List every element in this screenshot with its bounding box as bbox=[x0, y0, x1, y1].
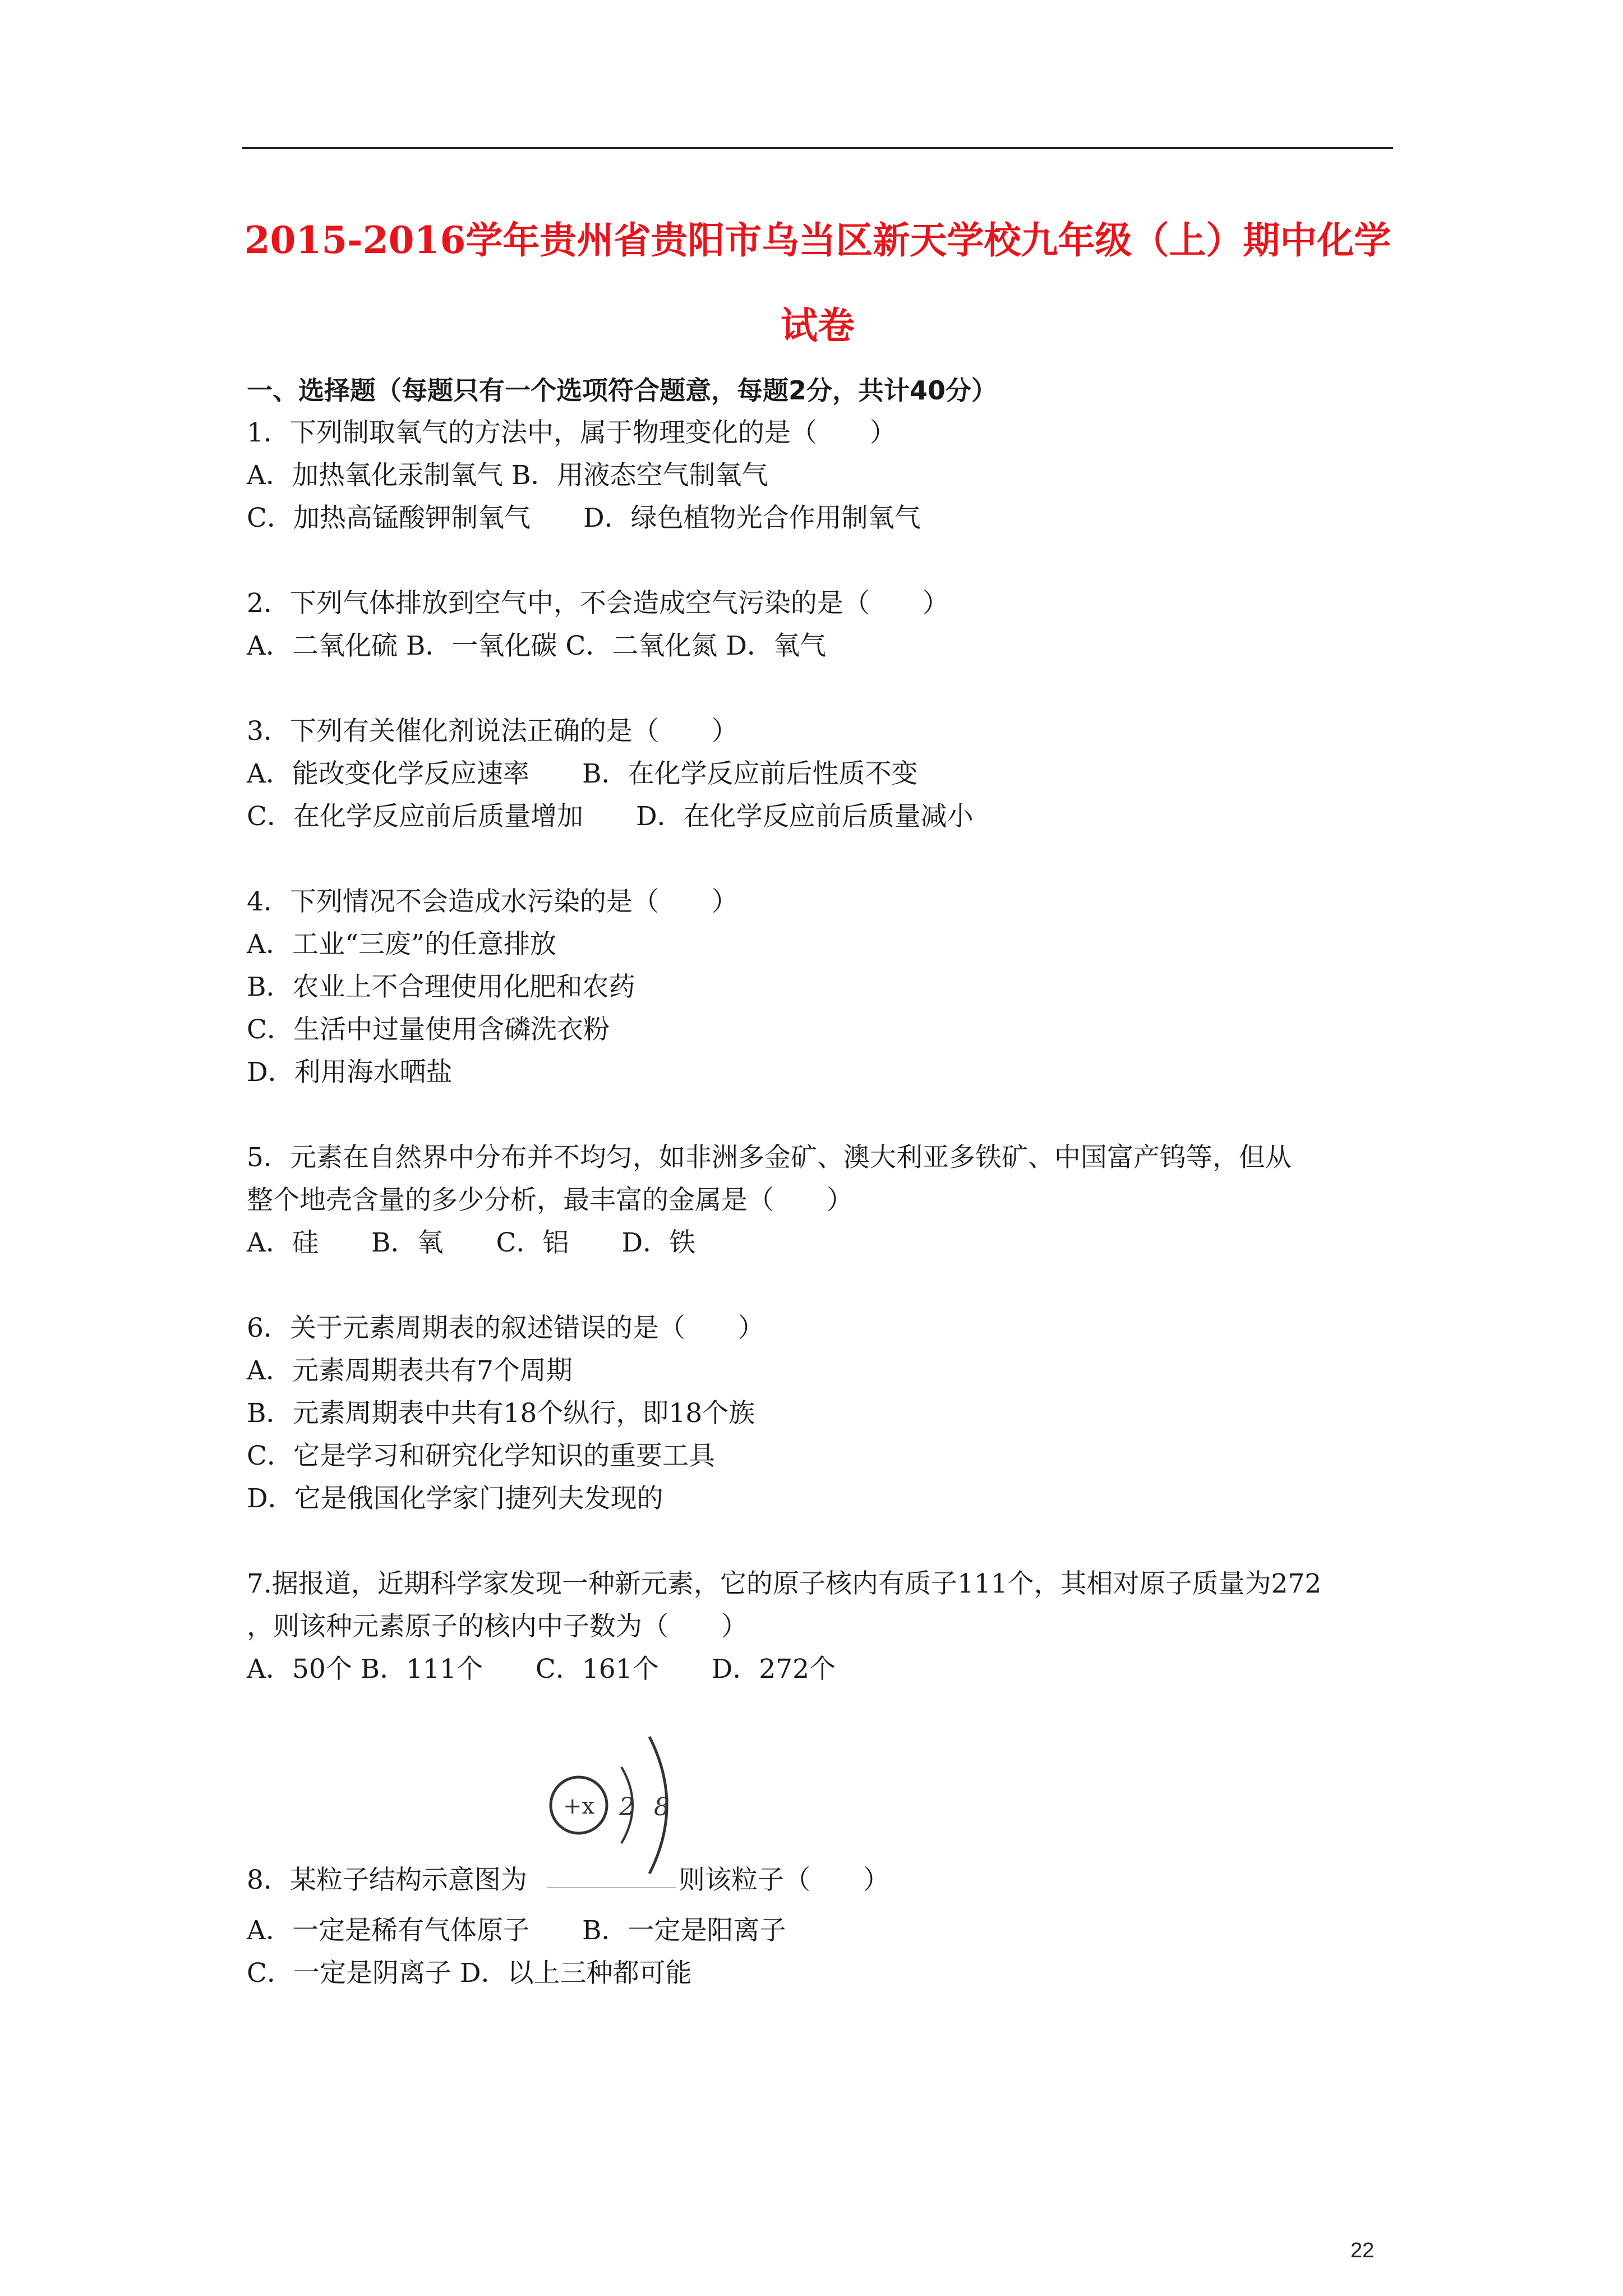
question-6-option-a: A．元素周期表共有7个周期 bbox=[247, 1355, 573, 1386]
nucleus-charge-label: +x bbox=[562, 1793, 595, 1819]
question-4-option-b: B．农业上不合理使用化肥和农药 bbox=[247, 972, 635, 1002]
question-7-stem-line1: 7.据报道，近期科学家发现一种新元素，它的原子核内有质子111个，其相对原子质量为272 bbox=[247, 1568, 1322, 1599]
shell-1-electron-count: 2 bbox=[619, 1793, 635, 1821]
question-2-options: A．二氧化硫 B．一氧化碳 C．二氧化氮 D．氧气 bbox=[247, 631, 826, 661]
question-8-options-ab: A．一定是稀有气体原子 B．一定是阳离子 bbox=[247, 1915, 786, 1946]
question-1-options-cd: C．加热高锰酸钾制氧气 D．绿色植物光合作用制氧气 bbox=[247, 503, 921, 533]
question-3-options-cd: C．在化学反应前后质量增加 D．在化学反应前后质量减小 bbox=[247, 801, 974, 832]
question-7-stem-line2: ，则该种元素原子的核内中子数为（ ） bbox=[247, 1611, 748, 1642]
page-number: 22 bbox=[1350, 2239, 1375, 2262]
question-7-options: A．50个 B．111个 C．161个 D．272个 bbox=[247, 1654, 836, 1685]
section-heading: 一、选择题（每题只有一个选项符合题意，每题2分，共计40分） bbox=[247, 375, 998, 406]
header-rule bbox=[242, 147, 1393, 149]
question-5-stem-line2: 整个地壳含量的多少分析，最丰富的金属是（ ） bbox=[247, 1185, 853, 1216]
question-6-option-b: B．元素周期表中共有18个纵行，即18个族 bbox=[247, 1398, 755, 1429]
question-1-stem: 1．下列制取氧气的方法中，属于物理变化的是（ ） bbox=[247, 417, 896, 448]
question-4-option-a: A．工业“三废”的任意排放 bbox=[247, 929, 556, 960]
document-title-line1: 2015-2016学年贵州省贵阳市乌当区新天学校九年级（上）期中化学 bbox=[244, 218, 1391, 262]
question-6-option-c: C．它是学习和研究化学知识的重要工具 bbox=[247, 1441, 715, 1471]
question-3-options-ab: A．能改变化学反应速率 B．在化学反应前后性质不变 bbox=[247, 758, 918, 789]
question-1-options-ab: A．加热氧化汞制氧气 B．用液态空气制氧气 bbox=[247, 460, 768, 491]
question-6-stem: 6．关于元素周期表的叙述错误的是（ ） bbox=[247, 1313, 764, 1343]
question-6-option-d: D．它是俄国化学家门捷列夫发现的 bbox=[247, 1483, 663, 1514]
shell-2-electron-count: 8 bbox=[654, 1793, 670, 1821]
question-5-stem-line1: 5．元素在自然界中分布并不均匀，如非洲多金矿、澳大利亚多铁矿、中国富产钨等，但从 bbox=[247, 1142, 1292, 1173]
document-title-line2: 试卷 bbox=[781, 303, 855, 347]
question-4-stem: 4．下列情况不会造成水污染的是（ ） bbox=[247, 886, 738, 917]
question-4-option-d: D．利用海水晒盐 bbox=[247, 1057, 453, 1088]
diagram-baseline bbox=[547, 1887, 676, 1888]
question-4-option-c: C．生活中过量使用含磷洗衣粉 bbox=[247, 1014, 610, 1045]
question-5-options: A．硅 B．氧 C．铝 D．铁 bbox=[247, 1227, 696, 1258]
question-8-stem-after: 则该粒子（ ） bbox=[679, 1865, 889, 1895]
question-2-stem: 2．下列气体排放到空气中，不会造成空气污染的是（ ） bbox=[247, 588, 949, 619]
question-3-stem: 3．下列有关催化剂说法正确的是（ ） bbox=[247, 716, 738, 747]
question-8-options-cd: C．一定是阴离子 D．以上三种都可能 bbox=[247, 1958, 692, 1989]
question-8-stem-before: 8．某粒子结构示意图为 bbox=[247, 1865, 527, 1895]
particle-structure-diagram bbox=[544, 1733, 684, 1885]
